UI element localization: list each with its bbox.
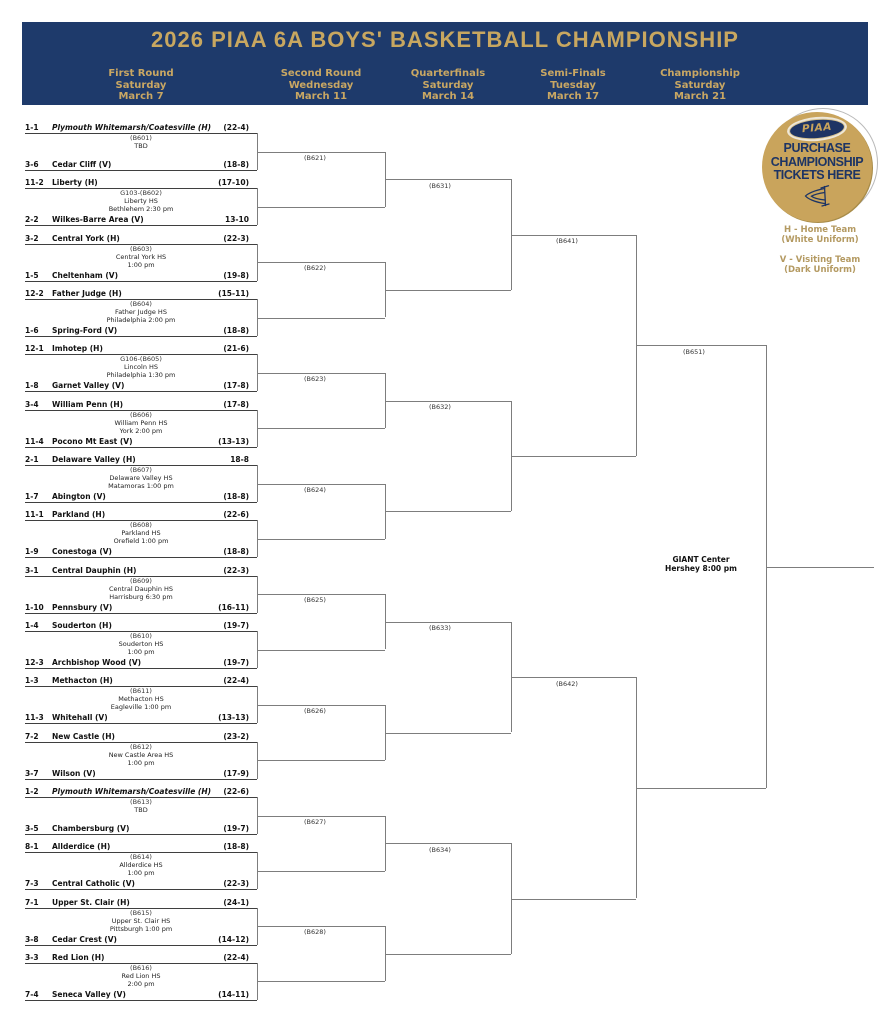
team-record: (22-3) <box>223 233 249 243</box>
game-label-b625: (B625) <box>304 596 326 605</box>
team-record: (19-8) <box>223 270 249 280</box>
team-wilson-v <box>25 767 257 780</box>
round-name: Semi-Finals <box>540 68 606 79</box>
venue-line: Philadelphia 2:00 pm <box>106 315 176 324</box>
match-b611 <box>25 674 257 724</box>
team-record: (14-12) <box>218 934 249 944</box>
team-record: (22-4) <box>223 676 249 686</box>
team-record: (17-10) <box>218 178 249 188</box>
team-record: (22-6) <box>223 510 249 520</box>
game-label-b626: (B626) <box>304 706 326 715</box>
venue-line: Bethlehem 2:30 pm <box>108 205 174 214</box>
game-info <box>25 189 257 213</box>
bracket-line <box>636 345 766 346</box>
team-name: Cedar Crest (V) <box>52 934 117 944</box>
bracket-line <box>511 456 636 457</box>
venue-line: Philadelphia 1:30 pm <box>106 371 176 380</box>
bracket-line <box>636 788 766 789</box>
team-name: Central Dauphin (H) <box>52 565 137 575</box>
legend-visitor <box>763 255 877 275</box>
round-name: Quarterfinals <box>410 68 486 79</box>
venue-line: Delaware Valley HS <box>109 473 173 482</box>
game-info <box>25 687 257 711</box>
team-pennsbury-v <box>25 601 257 614</box>
team-name: Red Lion (H) <box>52 952 105 962</box>
team-record: (15-11) <box>218 288 249 298</box>
bracket-line <box>511 677 636 678</box>
round-day: Saturday <box>115 79 167 91</box>
team-name: Pennsbury (V) <box>52 602 113 612</box>
team-seed: 11-2 <box>25 178 44 188</box>
bracket-line <box>257 152 385 153</box>
game-info <box>25 743 257 767</box>
team-name: Liberty (H) <box>52 178 98 188</box>
legend-home <box>763 225 877 245</box>
team-record: (14-11) <box>218 989 249 999</box>
team-chambersburg-v <box>25 822 257 835</box>
game-label-b627: (B627) <box>304 817 326 826</box>
match-b606 <box>25 398 257 448</box>
round-day: Saturday <box>422 79 474 91</box>
championship-venue-time: Hershey 8:00 pm <box>665 563 737 573</box>
venue-line: Pittsburgh 1:00 pm <box>109 924 173 933</box>
venue-line: Father Judge HS <box>115 307 167 316</box>
team-garnet-valley-v <box>25 379 257 392</box>
bracket-line <box>511 235 636 236</box>
game-label-b651: (B651) <box>683 348 705 357</box>
team-name: New Castle (H) <box>52 731 115 741</box>
game-label-b610: (B610) <box>130 631 152 640</box>
team-record: (21-6) <box>223 344 249 354</box>
team-record: (22-3) <box>223 565 249 575</box>
round-name: Championship <box>660 68 740 79</box>
match-b609 <box>25 564 257 614</box>
round-day: Tuesday <box>550 79 596 91</box>
round-day: Saturday <box>674 79 726 91</box>
game-label-b603: (B603) <box>130 244 152 253</box>
team-name: Plymouth Whitemarsh/Coatesville (H) <box>52 786 212 796</box>
game-label-b604: (B604) <box>130 299 152 308</box>
team-cedar-crest-v <box>25 933 257 946</box>
team-souderton-h <box>25 619 257 632</box>
venue-line: Parkland HS <box>121 529 161 538</box>
bracket-line <box>257 926 385 927</box>
game-label-b614: (B614) <box>130 853 152 862</box>
bracket-line <box>257 981 385 982</box>
game-label-b609: (B609) <box>130 576 152 585</box>
page-title: 2026 PIAA 6A BOYS' BASKETBALL CHAMPIONSHIP <box>151 27 739 52</box>
match-b612 <box>25 730 257 780</box>
team-name: Father Judge (H) <box>52 288 122 298</box>
match-b601 <box>25 121 257 171</box>
team-name: Souderton (H) <box>52 620 112 630</box>
game-label-b621: (B621) <box>304 153 326 162</box>
bracket-line <box>385 179 511 180</box>
venue-line: 1:00 pm <box>127 647 155 656</box>
team-upper-st-clair-h <box>25 896 257 909</box>
team-seed: 11-3 <box>25 713 44 723</box>
team-record: (18-8) <box>223 491 249 501</box>
match-b613 <box>25 785 257 835</box>
team-seed: 3-1 <box>25 565 39 575</box>
team-seed: 2-1 <box>25 454 39 464</box>
game-label-b607: (B607) <box>130 465 152 474</box>
team-record: (13-13) <box>218 436 249 446</box>
team-red-lion-h <box>25 951 257 964</box>
bracket-line <box>257 705 385 706</box>
venue-line: Matamoras 1:00 pm <box>108 481 174 490</box>
team-cheltenham-v <box>25 269 257 282</box>
tickets-badge-area <box>762 112 872 224</box>
team-delaware-valley-h <box>25 453 257 466</box>
team-name: Wilson (V) <box>52 768 96 778</box>
game-label-b623: (B623) <box>304 374 326 383</box>
team-record: 18-8 <box>230 454 249 464</box>
game-label-b622: (B622) <box>304 264 326 273</box>
team-name: Abington (V) <box>52 491 106 501</box>
venue-line: TBD <box>134 805 148 814</box>
badge-line-2: CHAMPIONSHIP <box>770 154 864 169</box>
team-name: Cheltenham (V) <box>52 270 118 280</box>
team-seed: 3-2 <box>25 233 39 243</box>
venue-line: 1:00 pm <box>127 869 155 878</box>
game-info <box>25 798 257 814</box>
team-new-castle-h <box>25 730 257 743</box>
team-seed: 1-4 <box>25 620 39 630</box>
badge-line-3: TICKETS HERE <box>773 168 861 182</box>
game-info <box>25 245 257 269</box>
bracket-line <box>385 622 511 623</box>
bracket-line <box>257 816 385 817</box>
game-label-b641: (B641) <box>556 237 578 245</box>
legend-visitor-subtitle: (Dark Uniform) <box>784 265 856 275</box>
venue-line: Methacton HS <box>118 695 164 704</box>
bracket-line <box>257 262 385 263</box>
team-wilkes-barre-area-v <box>25 213 257 226</box>
venue-line: Upper St. Clair HS <box>111 916 171 925</box>
team-name: Conestoga (V) <box>52 547 112 557</box>
team-name: Chambersburg (V) <box>52 823 130 833</box>
team-plymouth-whitemarsh-coatesville-h <box>25 785 257 798</box>
venue-line: Allderdice HS <box>119 861 163 870</box>
team-record: (19-7) <box>223 657 249 667</box>
team-seed: 3-3 <box>25 952 39 962</box>
team-imhotep-h <box>25 342 257 355</box>
match-g106-b605 <box>25 342 257 392</box>
team-record: (24-1) <box>223 897 249 907</box>
bracket-line <box>385 954 511 955</box>
team-seed: 1-8 <box>25 381 39 391</box>
piaa-logo-text: PIAA <box>801 120 833 136</box>
team-seed: 3-4 <box>25 399 39 409</box>
team-record: 13-10 <box>225 215 249 225</box>
team-central-dauphin-h <box>25 564 257 577</box>
team-name: Imhotep (H) <box>52 344 103 354</box>
championship-venue <box>641 556 761 573</box>
team-record: (16-11) <box>218 602 249 612</box>
uniform-legend <box>763 225 877 285</box>
team-record: (18-8) <box>223 325 249 335</box>
team-record: (19-7) <box>223 823 249 833</box>
game-label-b633: (B633) <box>429 624 451 633</box>
team-seed: 3-6 <box>25 160 39 169</box>
team-name: Pocono Mt East (V) <box>52 436 133 446</box>
venue-line: 1:00 pm <box>127 758 155 767</box>
bracket-line <box>385 733 511 734</box>
team-name: Wilkes-Barre Area (V) <box>52 215 144 225</box>
team-seed: 3-5 <box>25 823 39 833</box>
team-name: Garnet Valley (V) <box>52 381 125 391</box>
team-seed: 8-1 <box>25 842 39 852</box>
team-name: Archbishop Wood (V) <box>52 657 142 667</box>
basketball-icon <box>803 185 831 207</box>
team-record: (22-3) <box>223 879 249 889</box>
team-seed: 1-9 <box>25 547 39 557</box>
round-date: March 14 <box>421 91 475 102</box>
venue-line: Central York HS <box>115 252 167 261</box>
venue-line: Harrisburg 6:30 pm <box>109 592 173 601</box>
bracket-line <box>511 899 636 900</box>
venue-line: Liberty HS <box>124 197 158 206</box>
round-date: March 11 <box>294 91 348 102</box>
round-header-championship <box>625 68 775 103</box>
team-cedar-cliff-v <box>25 158 257 171</box>
game-label-b613: (B613) <box>130 797 152 806</box>
game-label-b611: (B611) <box>130 687 152 696</box>
bracket-line <box>257 760 385 761</box>
game-label-b642: (B642) <box>556 679 578 688</box>
team-record: (18-8) <box>223 842 249 852</box>
game-label-b632: (B632) <box>429 403 451 411</box>
team-archbishop-wood-v <box>25 656 257 669</box>
game-label-b608: (B608) <box>130 521 152 530</box>
team-allderdice-h <box>25 840 257 853</box>
team-record: (19-7) <box>223 620 249 630</box>
legend-home-subtitle: (White Uniform) <box>781 235 859 245</box>
bracket-line <box>257 484 385 485</box>
venue-line: New Castle Area HS <box>108 750 174 759</box>
game-label-b616: (B616) <box>130 963 152 972</box>
team-record: (22-6) <box>223 786 249 796</box>
team-name: Cedar Cliff (V) <box>52 160 112 169</box>
team-seed: 1-7 <box>25 491 39 501</box>
venue-line: Red Lion HS <box>121 971 161 980</box>
match-b603 <box>25 232 257 282</box>
bracket-line <box>257 594 385 595</box>
team-conestoga-v <box>25 545 257 558</box>
round-date: March 21 <box>673 91 727 102</box>
team-central-york-h <box>25 232 257 245</box>
team-name: Central York (H) <box>52 233 120 243</box>
team-seed: 1-3 <box>25 676 39 686</box>
venue-line: William Penn HS <box>114 418 168 427</box>
game-label-b624: (B624) <box>304 485 326 494</box>
team-plymouth-whitemarsh-coatesville-h <box>25 121 257 134</box>
team-central-catholic-v <box>25 877 257 890</box>
team-name: Allderdice (H) <box>52 842 111 852</box>
bracket-line <box>257 650 385 651</box>
team-seed: 12-3 <box>25 657 44 667</box>
team-name: Upper St. Clair (H) <box>52 897 130 907</box>
team-record: (18-8) <box>223 547 249 557</box>
team-seneca-valley-v <box>25 988 257 1001</box>
game-label-b612: (B612) <box>130 742 152 751</box>
round-date: March 17 <box>546 91 600 102</box>
header-bar <box>22 22 868 105</box>
venue-line: Souderton HS <box>118 639 164 648</box>
team-record: (23-2) <box>223 731 249 741</box>
team-seed: 7-1 <box>25 897 39 907</box>
team-seed: 11-1 <box>25 510 44 520</box>
bracket-line <box>385 290 511 291</box>
bracket-line <box>257 373 385 374</box>
team-record: (17-9) <box>223 768 249 778</box>
match-b607 <box>25 453 257 503</box>
team-seed: 3-7 <box>25 768 39 778</box>
game-info <box>25 964 257 988</box>
team-seed: 7-3 <box>25 879 39 889</box>
team-seed: 12-1 <box>25 344 44 354</box>
team-seed: 7-2 <box>25 731 39 741</box>
match-b604 <box>25 287 257 337</box>
team-methacton-h <box>25 674 257 687</box>
bracket-line <box>766 567 874 568</box>
round-date: March 7 <box>118 91 164 102</box>
bracket-line <box>257 207 385 208</box>
team-seed: 2-2 <box>25 215 39 225</box>
team-seed: 1-10 <box>25 602 44 612</box>
team-william-penn-h <box>25 398 257 411</box>
team-pocono-mt-east-v <box>25 435 257 448</box>
game-info <box>25 134 257 150</box>
team-seed: 1-5 <box>25 270 39 280</box>
round-day: Wednesday <box>288 79 354 91</box>
team-name: Delaware Valley (H) <box>52 454 136 464</box>
team-name: Seneca Valley (V) <box>52 989 126 999</box>
game-label-b628: (B628) <box>304 928 326 937</box>
round-name: Second Round <box>280 68 362 79</box>
venue-line: Central Dauphin HS <box>108 584 174 593</box>
team-seed: 3-8 <box>25 934 39 944</box>
team-seed: 12-2 <box>25 288 44 298</box>
game-info <box>25 411 257 435</box>
team-name: William Penn (H) <box>52 399 124 409</box>
legend-home-title: H - Home Team <box>783 225 857 235</box>
team-record: (17-8) <box>223 381 249 391</box>
game-info <box>25 466 257 490</box>
venue-line: York 2:00 pm <box>119 426 163 435</box>
bracket-line <box>257 871 385 872</box>
game-info <box>25 577 257 601</box>
game-info <box>25 853 257 877</box>
team-liberty-h <box>25 176 257 189</box>
venue-line: 1:00 pm <box>127 260 155 269</box>
bracket-line <box>257 428 385 429</box>
team-seed: 11-4 <box>25 436 44 446</box>
bracket-line <box>257 318 385 319</box>
match-b614 <box>25 840 257 890</box>
match-b616 <box>25 951 257 1001</box>
bracket-line <box>385 843 511 844</box>
legend-visitor-title: V - Visiting Team <box>779 255 861 265</box>
team-whitehall-v <box>25 711 257 724</box>
game-info <box>25 632 257 656</box>
venue-line: 2:00 pm <box>127 979 155 988</box>
bracket-line <box>257 539 385 540</box>
game-label-g103-b602: G103-(B602) <box>120 189 162 198</box>
purchase-tickets-badge[interactable] <box>762 112 872 222</box>
badge-line-1: PURCHASE <box>783 141 851 155</box>
game-info <box>25 300 257 324</box>
team-record: (13-13) <box>218 713 249 723</box>
bracket-line <box>385 511 511 512</box>
team-parkland-h <box>25 508 257 521</box>
team-name: Central Catholic (V) <box>52 879 135 889</box>
team-seed: 7-4 <box>25 989 39 999</box>
team-seed: 1-1 <box>25 123 39 132</box>
game-label-b634: (B634) <box>429 845 451 854</box>
round-name: First Round <box>108 68 174 79</box>
team-name: Whitehall (V) <box>52 713 108 723</box>
venue-line: Lincoln HS <box>123 363 159 372</box>
game-info <box>25 909 257 933</box>
bracket-line <box>385 401 511 402</box>
game-info <box>25 355 257 379</box>
venue-line: Eagleville 1:00 pm <box>110 703 172 712</box>
match-b615 <box>25 896 257 946</box>
venue-line: TBD <box>134 142 148 150</box>
team-name: Spring-Ford (V) <box>52 325 118 335</box>
team-spring-ford-v <box>25 324 257 337</box>
team-record: (22-4) <box>223 123 249 132</box>
venue-line: Orefield 1:00 pm <box>113 537 169 546</box>
team-name: Methacton (H) <box>52 676 113 686</box>
match-g103-b602 <box>25 176 257 226</box>
team-abington-v <box>25 490 257 503</box>
team-record: (22-4) <box>223 952 249 962</box>
game-label-b631: (B631) <box>429 181 451 190</box>
game-label-b601: (B601) <box>130 134 152 142</box>
game-info <box>25 521 257 545</box>
team-record: (18-8) <box>223 160 249 169</box>
team-seed: 1-2 <box>25 786 39 796</box>
piaa-logo <box>788 117 846 142</box>
match-b608 <box>25 508 257 558</box>
game-label-b615: (B615) <box>130 908 152 917</box>
round-header-first-round <box>66 68 216 103</box>
team-name: Plymouth Whitemarsh/Coatesville (H) <box>52 123 212 132</box>
team-father-judge-h <box>25 287 257 300</box>
game-label-b606: (B606) <box>130 410 152 419</box>
team-seed: 1-6 <box>25 325 39 335</box>
team-name: Parkland (H) <box>52 510 106 520</box>
team-record: (17-8) <box>223 399 249 409</box>
game-label-g106-b605: G106-(B605) <box>120 355 162 364</box>
match-b610 <box>25 619 257 669</box>
championship-venue-name: GIANT Center <box>672 555 730 564</box>
